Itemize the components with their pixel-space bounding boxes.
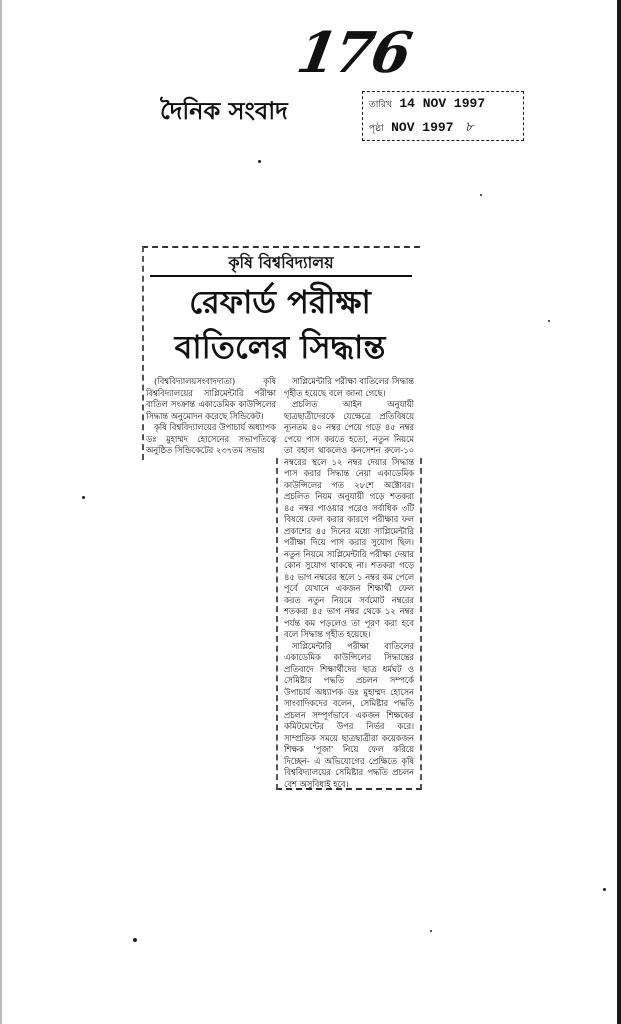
date-label: তারিখ — [369, 100, 392, 110]
scan-speck — [133, 938, 137, 942]
left-paragraph: (বিশ্ববিদ্যালয়সংবাদদাতা) কৃষি বিশ্ববিদ্যালয়ের সাপ্লিমেন্টারি পরীক্ষা বাতিল সংক্রান্ত একাডেমিক কাউন্সিলের সিদ্ধান্ত অনুমোদন করেছে সিন্ডিকেট। — [146, 376, 276, 421]
scan-speck — [430, 930, 432, 932]
scan-speck — [82, 496, 85, 499]
date-stamp — [362, 91, 524, 141]
scan-speck — [603, 888, 606, 891]
scan-speck — [480, 194, 482, 196]
article-left-column — [146, 376, 276, 457]
handwritten-page-number: 176 — [292, 20, 415, 86]
date-value: 14 NOV 1997 — [399, 96, 486, 111]
page-label: পৃষ্ঠা — [369, 124, 384, 134]
right-paragraph: প্রচলিত আইন অনুযায়ী ছাত্রছাত্রীদেরকে যেক্ষেত্রে প্রতিবিষয়ে ন্যূনতম ৪০ নম্বর পেয়ে গড়ে ৪৫ নম্বর পেয়ে পাস করতে হতো, নতুন নিয়মে তা বহাল থাকলেও কনসেশন রুলে-১০ নম্বরের স্থলে ১২ নম্বর দেয়ার সিদ্ধান্ত পাস করার সিদ্ধান্ত নেয়া একাডেমিক কাউন্সিলের গত ২৮শে অক্টোবর। প্রচলিত নিয়ম অনুযায়ী গড়ে শতকরা ৪৫ নম্বর পাওয়ার পরেও সর্বাধিক ৩টি বিষয়ে ফেল করার কারণে পরীক্ষার ফল প্রকাশের ৪৫ দিনের মধ্যে সাপ্লিমেন্টারি পরীক্ষা দিয়ে পাস করার সুযোগ ছিল। নতুন নিয়মে সাপ্লিমেন্টারি পরীক্ষা দেয়ার কোন সুযোগ থাকছে না। শতকরা গড়ে ৪৫ ভাগ নম্বরের স্থলে ১ নম্বর কম পেলে পূর্বে যেখানে একজন শিক্ষার্থী ফেল করত নতুন নিয়মে সর্বমোট নম্বরের শতকরা ৪৫ ভাগ নম্বর থেকে ১২ নম্বর পর্যন্ত কম পড়লেও তা পূরণ করা হবে বলে সিদ্ধান্ত গৃহীত হয়েছে। — [284, 399, 414, 639]
right-paragraph: সাপ্লিমেন্টারি পরীক্ষা বাতিলের সিদ্ধান্ত গৃহীত হয়েছে বলে জানা গেছে। — [284, 376, 414, 398]
scan-right-edge — [617, 0, 621, 1024]
scan-speck — [258, 160, 261, 163]
scan-left-edge — [0, 0, 2, 1024]
article-right-column — [284, 376, 414, 790]
section-label: কৃষি বিশ্ববিদ্যালয় — [228, 253, 334, 272]
newspaper-masthead: দৈনিক সংবাদ — [160, 97, 288, 125]
headline-line-2: বাতিলের সিদ্ধান্ত — [174, 328, 386, 366]
section-divider — [150, 275, 412, 277]
page-extra-mark: ৮ — [465, 120, 474, 135]
page-row — [369, 118, 473, 139]
scan-speck — [548, 320, 550, 322]
page-value: NOV 1997 — [391, 120, 454, 135]
right-paragraph: সাপ্লিমেন্টারি পরীক্ষা বাতিলের একাডেমিক কাউন্সিলের সিদ্ধান্তের প্রতিবাদে শিক্ষার্থীদের ছাত্র ধর্মঘট ও সেমিষ্টার পদ্ধতি প্রচলন সম্পর্কে উপাচার্য অধ্যাপক ডঃ মুহাম্মদ হোসেন সাংবাদিকদের বলেন, সেমিষ্টার পদ্ধতি প্রচলন সম্পূর্ণভাবে একজন শিক্ষকের কমিটমেন্টের উপর নির্ভর করে। সাম্প্রতিক সময়ে ছাত্রছাত্রীরা কয়েকজন শিক্ষক 'পূজা' নিয়ে ফেল করিয়ে দিচ্ছেন- এ অভিযোগের প্রেক্ষিতে কৃষি বিশ্ববিদ্যালয়ের সেমিষ্টার পদ্ধতি প্রচলন বেশ অসুবিধাই হবে। — [284, 640, 414, 789]
date-row — [369, 96, 485, 112]
headline-line-1: রেফার্ড পরীক্ষা — [189, 283, 371, 321]
left-paragraph: কৃষি বিশ্ববিদ্যালয়ের উপাচার্য অধ্যাপক ডঃ মুহাম্মদ হোসেনের সভাপতিত্বে অনুষ্ঠিত সিন্ডিকেটের ২৩৭তম সভায় — [146, 422, 276, 455]
